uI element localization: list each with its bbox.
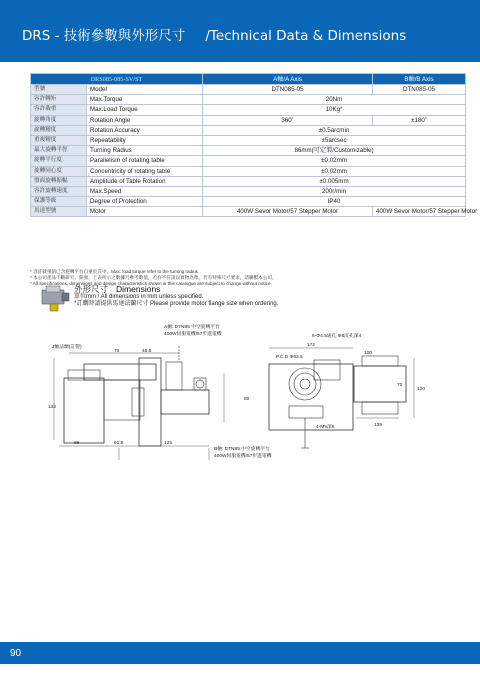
dim-80: 80 xyxy=(244,397,250,402)
callout-thread: 4-M5深6 xyxy=(316,425,335,430)
dim-73: 73 xyxy=(114,349,120,354)
table-header-row xyxy=(31,74,466,85)
row-label-zh: 旋轉角度 xyxy=(31,115,87,125)
rotary-table-icon xyxy=(40,284,70,312)
dim-120: 120 xyxy=(417,387,426,392)
row-value: 86mm(可定製/Customizable) xyxy=(203,146,466,156)
table-row xyxy=(31,146,466,156)
table-row xyxy=(31,197,466,207)
row-value: 200r/min xyxy=(203,186,466,196)
table-row xyxy=(31,156,466,166)
row-label-zh: 馬達型號 xyxy=(31,207,87,217)
dim-132: 132 xyxy=(48,405,57,410)
row-label-en: Max.Load Torque xyxy=(87,105,203,115)
row-label-en: Parallelism of rotating table xyxy=(87,156,203,166)
row-label-en: Rotation Accuracy xyxy=(87,125,203,135)
row-value-a: 400W Sevor Motor/57 Stepper Motor xyxy=(203,207,373,217)
front-view xyxy=(54,346,224,460)
row-value: ±0.5arcmin xyxy=(203,125,466,135)
callout-b-axis: B軸: DTN85 中空旋轉平台 xyxy=(214,447,270,452)
row-label-en: Concentricity of rotating table xyxy=(87,166,203,176)
table-row xyxy=(31,85,466,95)
row-label-en: Degree of Protection xyxy=(87,197,203,207)
row-value: 20Nm xyxy=(203,95,466,105)
row-value: ±5arcsec xyxy=(203,135,466,145)
table-row xyxy=(31,115,466,125)
dimension-drawing xyxy=(44,318,429,468)
callout-flange: J軸法蘭(訂製) xyxy=(52,345,82,350)
note-reference: * 本公司產品不斷研究、開發，上表所示之數據乃參考數值，若有不符請以實物為準，若有特殊尺寸要求，請聯繫本公司。 xyxy=(30,274,277,280)
axis-a-header: A軸/A Axis xyxy=(203,74,373,85)
table-row xyxy=(31,207,466,217)
dim-46: 46.5 xyxy=(142,349,152,354)
row-label-zh: 旋轉平行度 xyxy=(31,156,87,166)
table-row xyxy=(31,105,466,115)
row-label-zh: 最大旋轉半徑 xyxy=(31,146,87,156)
table-row xyxy=(31,95,466,105)
callout-b-motor: 400W伺服電機/57步進電機 xyxy=(214,454,272,459)
dim-70: 70 xyxy=(397,383,403,388)
dimensions-title-en: Dimensions xyxy=(116,284,161,294)
note-load: * 容許載重值已含旋轉平台自重於其中。Max. load torque refer to the turning radius. xyxy=(30,269,200,274)
row-value-a: DTN085-05 xyxy=(203,85,373,95)
table-row xyxy=(31,186,466,196)
dim-100: 100 xyxy=(364,351,373,356)
row-label-zh: 型號 xyxy=(31,85,87,95)
note-change: * All specifications, dimensions and design characteristics shown in this catalogue are subject to change without notice. xyxy=(30,280,272,286)
row-label-zh: 盤面旋轉振幅 xyxy=(31,176,87,186)
row-value-b: 400W Sevor Motor/57 Stepper Motor xyxy=(373,207,466,217)
spec-table xyxy=(30,73,478,217)
flange-note: *訂購時請提供馬達法蘭尺寸 Please provide motor flange size when ordering. xyxy=(74,301,279,308)
axis-b-header: B軸/B Axis xyxy=(373,74,466,85)
page-title xyxy=(22,24,406,44)
row-label-en: Rotation Angle xyxy=(87,115,203,125)
unit-note: 單位mm / All dimensions in mm unless specified. xyxy=(74,294,204,300)
page-number: 90 xyxy=(10,648,22,659)
callout-holes: 6-Φ4.5通孔 Φ8沉孔深4 xyxy=(312,334,362,339)
row-label-zh: 重複精度 xyxy=(31,135,87,145)
top-view xyxy=(269,348,414,448)
row-value: IP40 xyxy=(203,197,466,207)
row-label-en: Repeatability xyxy=(87,135,203,145)
row-label-en: Model xyxy=(87,85,203,95)
dim-172: 172 xyxy=(307,343,316,348)
title-en: /Technical Data & Dimensions xyxy=(205,28,407,44)
dimensions-notes xyxy=(74,294,278,308)
dim-91: 91.5 xyxy=(114,441,124,446)
dim-86: 86 xyxy=(74,441,80,446)
row-label-en: Turning Radius xyxy=(87,146,203,156)
callout-a-motor: 400W伺服電機/57步進電機 xyxy=(164,332,222,337)
row-label-en: Max.Torque xyxy=(87,95,203,105)
row-value-b: DTN085-05 xyxy=(373,85,466,95)
table-row xyxy=(31,135,466,145)
row-label-zh: 旋轉同心度 xyxy=(31,166,87,176)
row-value: ±0.005mm xyxy=(203,176,466,186)
row-value: ±0.02mm xyxy=(203,166,466,176)
table-row xyxy=(31,166,466,176)
row-value: 10Kg* xyxy=(203,105,466,115)
dim-125: 125 xyxy=(164,441,173,446)
title-zh: DRS - 技術參數與外形尺寸 xyxy=(22,28,186,44)
callout-pcd: P.C.D Φ63.5 xyxy=(276,355,303,360)
table-row xyxy=(31,125,466,135)
row-label-zh: 容許載重 xyxy=(31,105,87,115)
table-row xyxy=(31,176,466,186)
dimensions-title-zh: 外形尺寸 xyxy=(74,285,109,295)
row-value: ±0.02mm xyxy=(203,156,466,166)
row-label-zh: 旋轉精度 xyxy=(31,125,87,135)
dim-135: 135 xyxy=(374,423,383,428)
row-label-zh: 容許轉矩 xyxy=(31,95,87,105)
row-label-en: Max.Speed xyxy=(87,186,203,196)
row-label-zh: 保護等級 xyxy=(31,197,87,207)
callout-a-axis: A軸: DTN85 中空旋轉平台 xyxy=(164,325,220,330)
row-label-en: Amplitude of Table Rotation xyxy=(87,176,203,186)
row-label-zh: 容許旋轉速度 xyxy=(31,186,87,196)
footer-bar xyxy=(0,642,480,664)
row-value-b: ±180˚ xyxy=(373,115,466,125)
row-value-a: 360˚ xyxy=(203,115,373,125)
model-code: DRS085-085-SV/ST xyxy=(31,74,203,85)
row-label-en: Motor xyxy=(87,207,203,217)
